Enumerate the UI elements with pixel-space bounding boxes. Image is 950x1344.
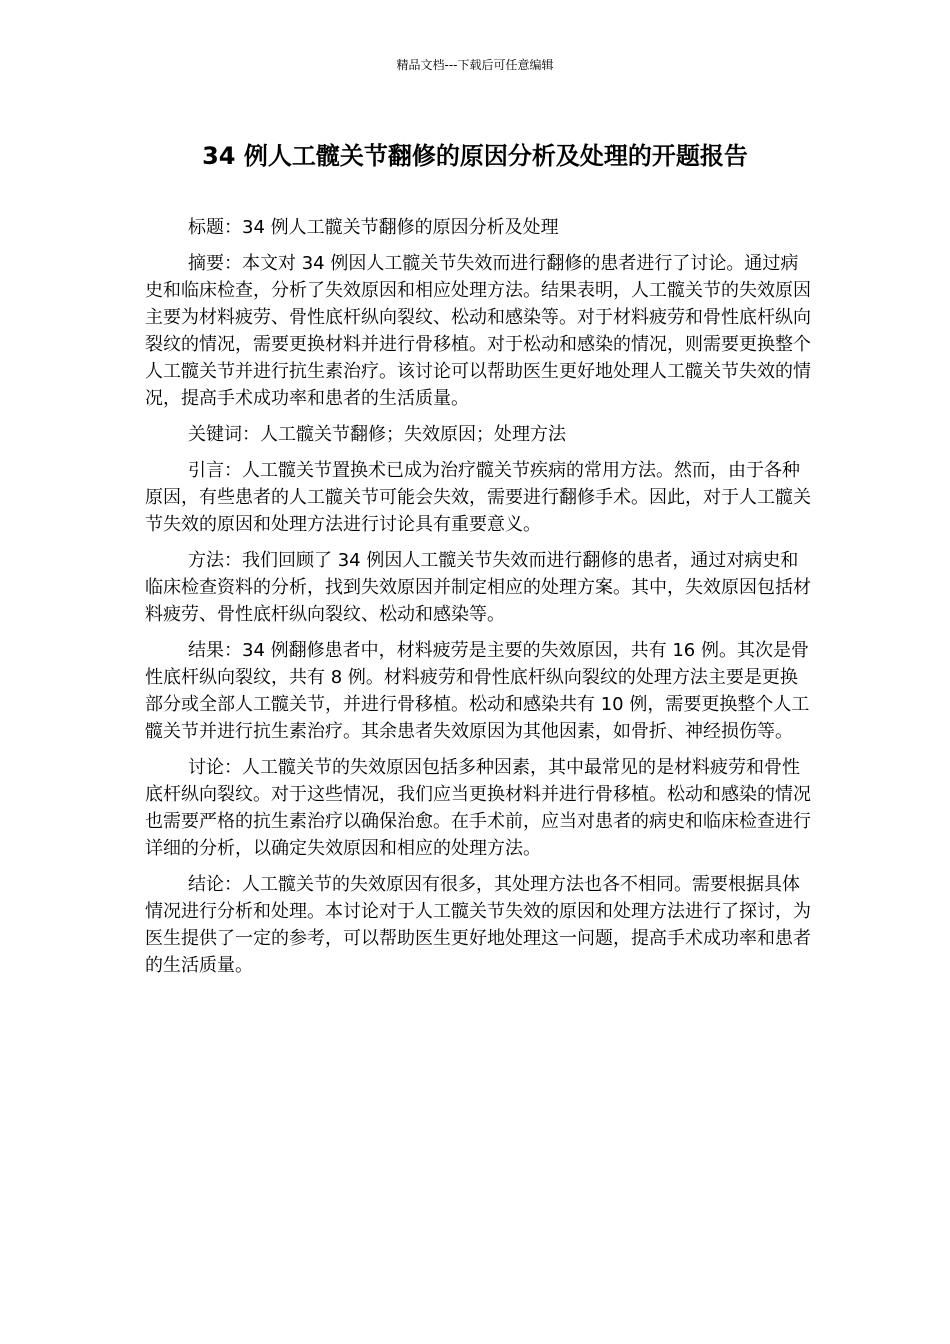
paragraph-subject: 标题：34 例人工髋关节翻修的原因分析及处理: [188, 217, 559, 238]
header-note: 精品文档---下载后可任意编辑: [396, 58, 554, 72]
paragraph-conclusion: 结论：人工髋关节的失效原因有很多，其处理方法也各不相同。需要根据具体情况进行分析和处理。本讨论对于人工髋关节失效的原因和处理方法进行了探讨，为医生提供了一定的参考，可以帮助医生更好地处理这一问题，提高手术成功率和患者的生活质量。: [145, 874, 811, 976]
paragraph-discussion: 讨论：人工髋关节的失效原因包括多种因素，其中最常见的是材料疲劳和骨性底杆纵向裂纹。对于这些情况，我们应当更换材料并进行骨移植。松动和感染的情况也需要严格的抗生素治疗以确保治愈。在手术前，应当对患者的病史和临床检查进行详细的分析，以确定失效原因和相应的处理方法。: [145, 757, 811, 859]
document-title: 34 例人工髋关节翻修的原因分析及处理的开题报告: [202, 142, 748, 170]
paragraph-results: 结果：34 例翻修患者中，材料疲劳是主要的失效原因，共有 16 例。其次是骨性底杆纵向裂纹，共有 8 例。材料疲劳和骨性底杆纵向裂纹的处理方法主要是更换部分或全部人工髋关节，并进行骨移植。松动和感染共有 10 例，需要更换整个人工髋关节并进行抗生素治疗。其余患者失效原因为其他因素，如骨折、神经损伤等。: [145, 640, 810, 742]
paragraph-abstract: 摘要：本文对 34 例因人工髋关节失效而进行翻修的患者进行了讨论。通过病史和临床检查，分析了失效原因和相应处理方法。结果表明，人工髋关节的失效原因主要为材料疲劳、骨性底杆纵向裂纹、松动和感染等。对于材料疲劳和骨性底杆纵向裂纹的情况，需要更换材料并进行骨移植。对于松动和感染的情况，则需要更换整个人工髋关节并进行抗生素治疗。该讨论可以帮助医生更好地处理人工髋关节失效的情况，提高手术成功率和患者的生活质量。: [145, 253, 811, 409]
paragraph-methods: 方法：我们回顾了 34 例因人工髋关节失效而进行翻修的患者，通过对病史和临床检查资料的分析，找到失效原因并制定相应的处理方案。其中，失效原因包括材料疲劳、骨性底杆纵向裂纹、松动和感染等。: [145, 550, 811, 625]
paragraph-keywords: 关键词：人工髋关节翻修；失效原因；处理方法: [188, 424, 566, 445]
paragraph-introduction: 引言：人工髋关节置换术已成为治疗髋关节疾病的常用方法。然而，由于各种原因，有些患者的人工髋关节可能会失效，需要进行翻修手术。因此，对于人工髋关节失效的原因和处理方法进行讨论具有重要意义。: [145, 460, 811, 535]
document-body: [145, 214, 815, 988]
